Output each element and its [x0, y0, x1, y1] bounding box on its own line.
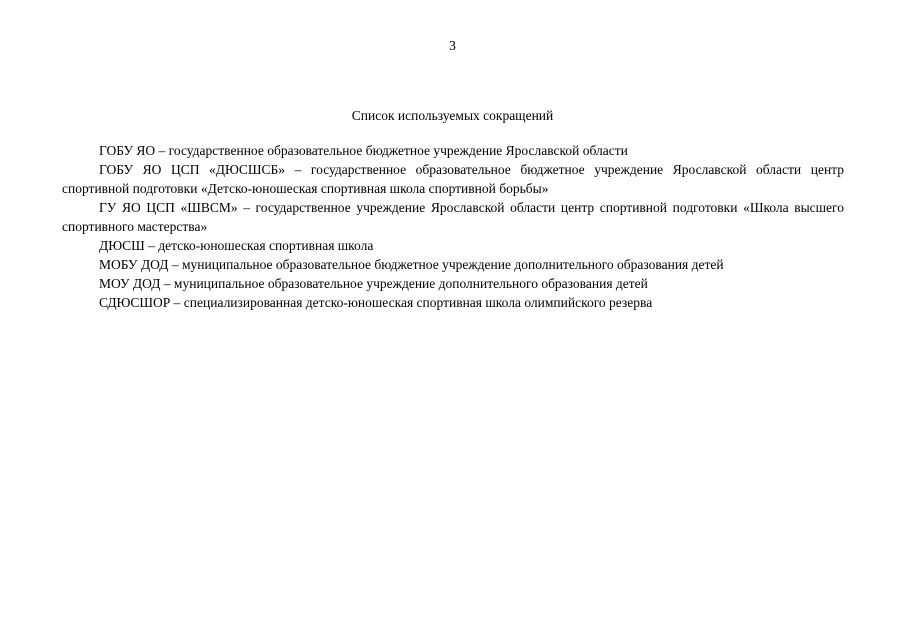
abbreviation-entry: МОУ ДОД – муниципальное образовательное учреждение дополнительного образования детей — [99, 276, 648, 291]
abbreviation-entry: ГУ ЯО ЦСП «ШВСМ» – государственное учреждение Ярославской области центр спортивной подготовки «Школа высшего спортивного мастерства» — [62, 200, 844, 234]
page-number: 3 — [449, 38, 456, 53]
abbreviation-entry: ДЮСШ – детско-юношеская спортивная школа — [99, 238, 374, 253]
abbreviation-entry: СДЮСШОР – специализированная детско-юношеская спортивная школа олимпийского резерва — [99, 295, 653, 310]
abbreviation-entry: ГОБУ ЯО ЦСП «ДЮСШСБ» – государственное образовательное бюджетное учреждение Ярославской области центр спортивной подготовки «Детско-юношеская спортивная школа спортивной борьбы» — [62, 162, 844, 196]
abbreviation-entry: ГОБУ ЯО – государственное образовательное бюджетное учреждение Ярославской области — [99, 143, 628, 158]
abbreviations-heading: Список используемых сокращений — [351, 108, 554, 123]
abbreviations-list — [62, 141, 844, 312]
abbreviation-entry: МОБУ ДОД – муниципальное образовательное бюджетное учреждение дополнительного образования детей — [99, 257, 724, 272]
